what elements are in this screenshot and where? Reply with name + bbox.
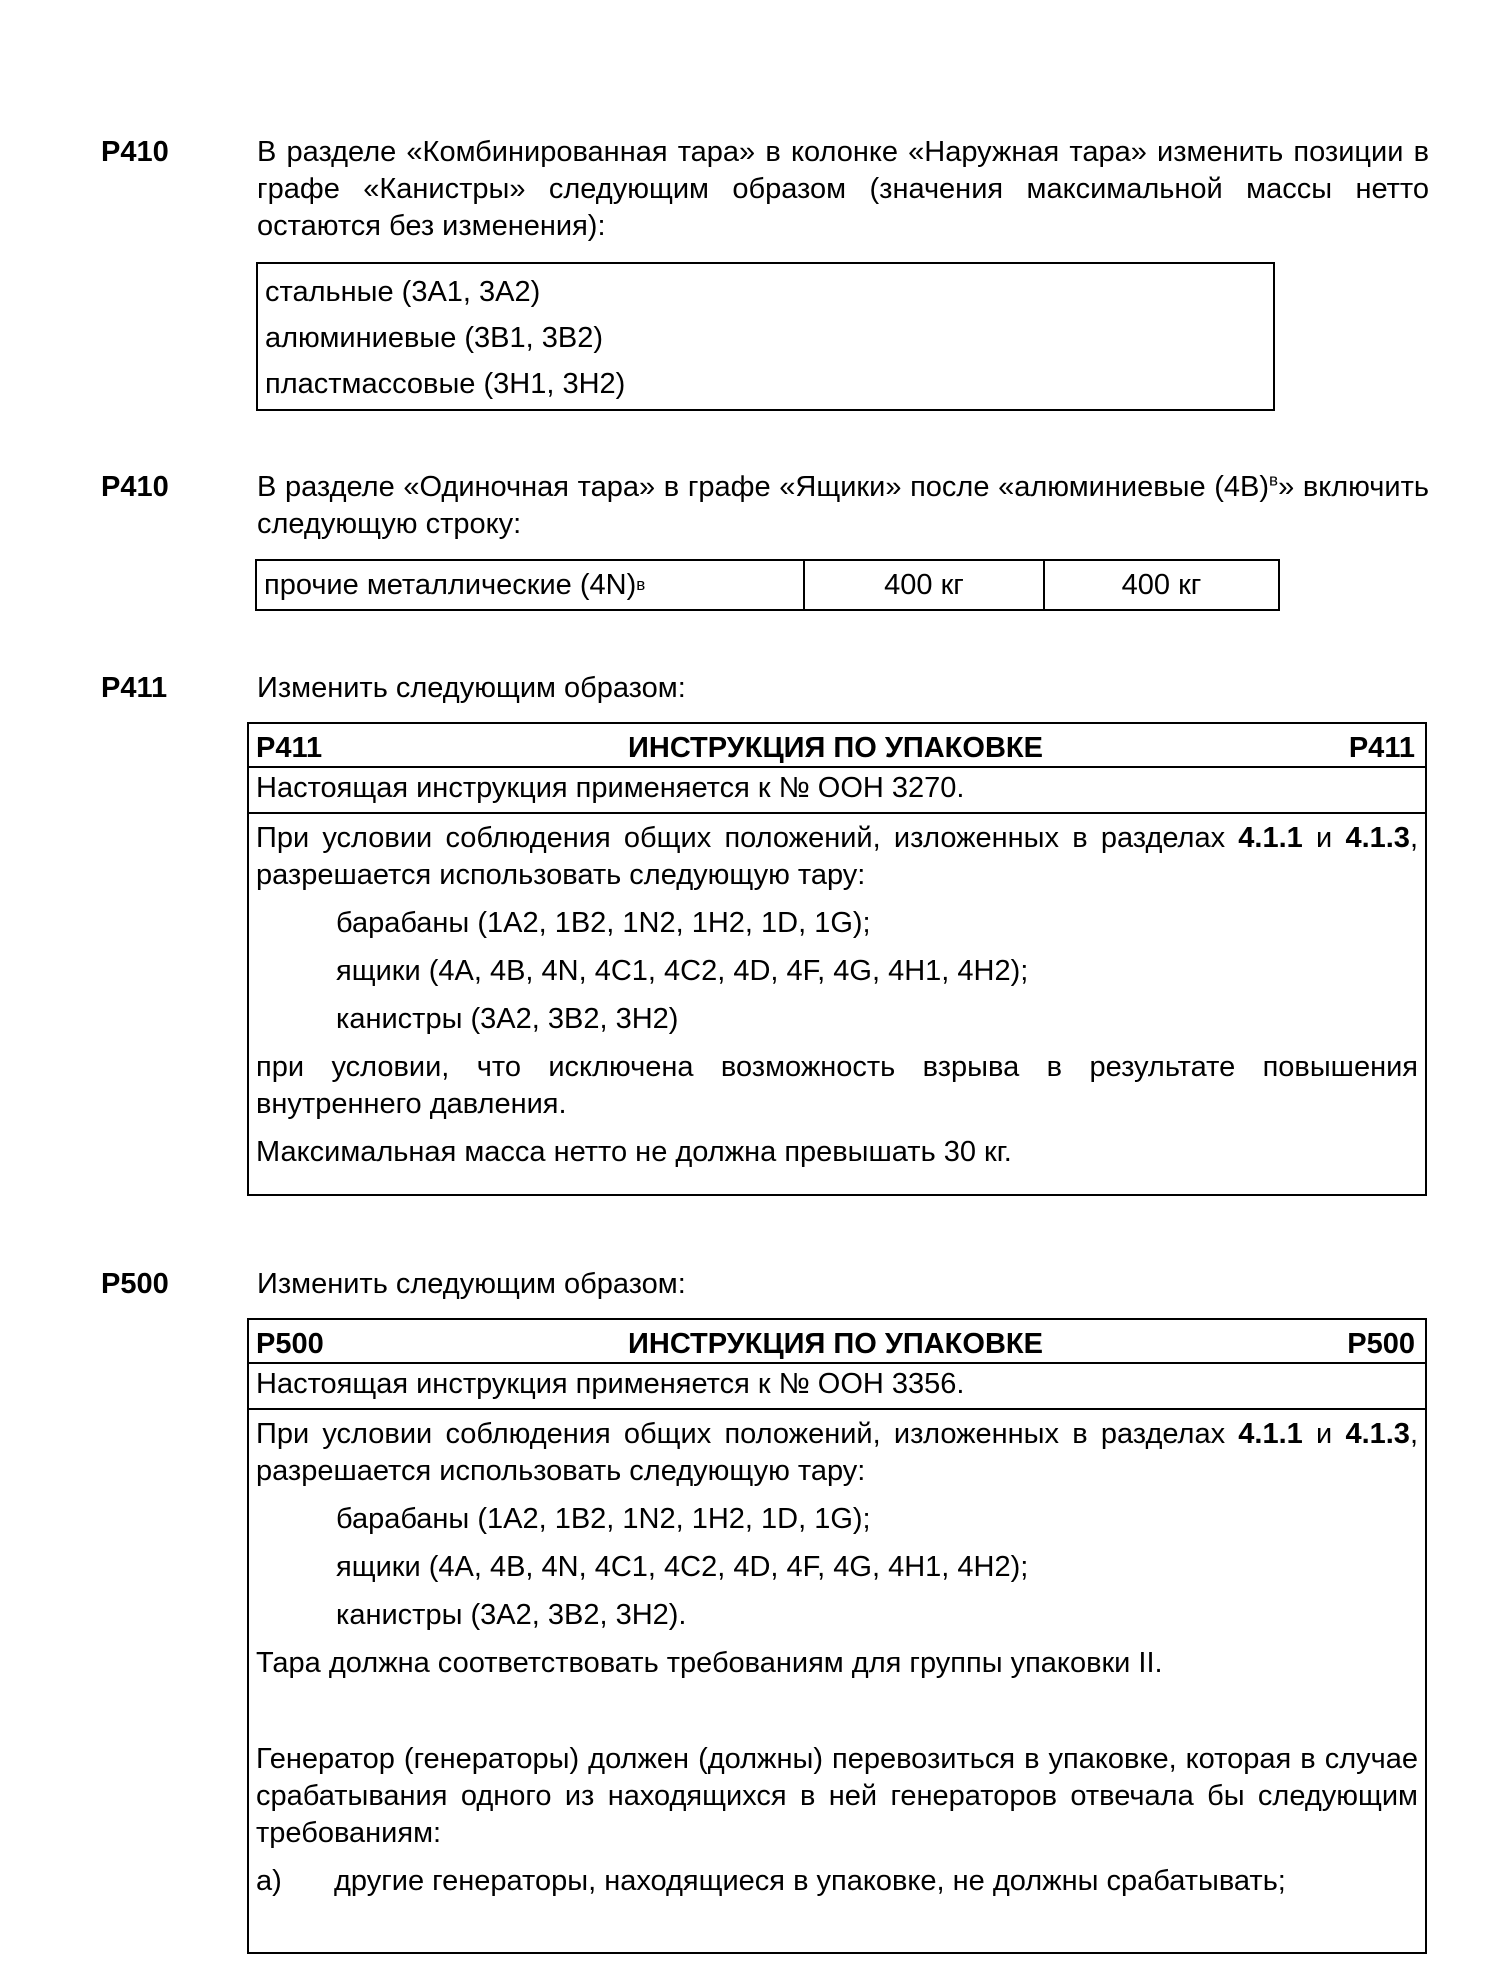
section-code-p500: P500 xyxy=(101,1268,169,1300)
blank-line xyxy=(256,1693,1418,1730)
max-mass-text: Максимальная масса нетто не должна превышать 30 кг. xyxy=(256,1136,1012,1168)
canisters-list-box xyxy=(256,262,1275,411)
requirement-item-a xyxy=(256,1863,1418,1900)
item-marker: a) xyxy=(256,1865,282,1897)
header-code-left: P411 xyxy=(256,732,323,764)
list-item: ящики (4A, 4B, 4N, 4C1, 4C2, 4D, 4F, 4G, 4H1, 4H2); xyxy=(336,955,1029,987)
instruction-header xyxy=(249,724,1425,768)
applies-row: Настоящая инструкция применяется к № ООН 3270. xyxy=(249,768,1425,814)
header-title: ИНСТРУКЦИЯ ПО УПАКОВКЕ xyxy=(628,1328,1043,1360)
header-title: ИНСТРУКЦИЯ ПО УПАКОВКЕ xyxy=(628,732,1043,764)
list-item: барабаны (1A2, 1B2, 1N2, 1H2, 1D, 1G); xyxy=(336,1503,871,1535)
applies-row: Настоящая инструкция применяется к № ООН 3356. xyxy=(249,1364,1425,1410)
row-name: прочие металлические (4N) в xyxy=(257,561,805,609)
generator-text: Генератор (генераторы) должен (должны) перевозиться в упаковке, которая в случае срабатывания одного из находящихся в ней генераторов отвечала бы следующим требованиям: xyxy=(256,1743,1418,1849)
instruction-header xyxy=(249,1320,1425,1364)
section-code-p410-2: P410 xyxy=(101,471,169,503)
list-item: алюминиевые (3B1, 3B2) xyxy=(265,322,604,354)
conditions-text: При условии соблюдения общих положений, изложенных в разделах 4.1.1 и 4.1.3, разрешается использовать следующую тару: xyxy=(256,1418,1418,1487)
section-text-p411: Изменить следующим образом: xyxy=(257,672,686,704)
list-item: стальные (3A1, 3A2) xyxy=(265,276,541,308)
row-value-1: 400 кг xyxy=(805,561,1045,609)
row-value-2: 400 кг xyxy=(1121,568,1202,601)
list-item: барабаны (1A2, 1B2, 1N2, 1H2, 1D, 1G); xyxy=(336,907,871,939)
conditions-block xyxy=(249,814,1425,1175)
section-text-p500: Изменить следующим образом: xyxy=(257,1268,686,1300)
section-text-p410-2: В разделе «Одиночная тара» в графе «Ящики» после «алюминиевые $(4B)^в$» включить следующую строку: xyxy=(257,470,1429,540)
header-code-left: P500 xyxy=(256,1328,324,1360)
section-text-p410-1: В разделе «Комбинированная тара» в колонке «Наружная тара» изменить позиции в графе «Канистры» следующим образом (значения максимальной массы нетто остаются без изменения): xyxy=(257,136,1429,242)
section-code-p411: P411 xyxy=(101,672,168,704)
list-item: канистры (3A2, 3B2, 3H2) xyxy=(336,1003,679,1035)
section-code-p410-1: P410 xyxy=(101,136,169,168)
list-item: пластмассовые (3H1, 3H2) xyxy=(265,368,626,400)
metal-boxes-row xyxy=(255,559,1280,611)
provided-text: при условии, что исключена возможность взрыва в результате повышения внутреннего давления. xyxy=(256,1051,1418,1120)
header-code-right: P500 xyxy=(1347,1328,1415,1360)
header-code-right: P411 xyxy=(1348,732,1415,764)
packing-instruction-p500 xyxy=(247,1318,1427,1954)
packing-group-text: Тара должна соответствовать требованиям для группы упаковки II. xyxy=(256,1647,1163,1679)
list-item: канистры (3A2, 3B2, 3H2). xyxy=(336,1599,687,1631)
conditions-text: При условии соблюдения общих положений, изложенных в разделах 4.1.1 и 4.1.3, разрешается использовать следующую тару: xyxy=(256,822,1418,891)
item-text: другие генераторы, находящиеся в упаковке, не должны срабатывать; xyxy=(334,1865,1286,1897)
conditions-block xyxy=(249,1410,1425,1904)
list-item: ящики (4A, 4B, 4N, 4C1, 4C2, 4D, 4F, 4G, 4H1, 4H2); xyxy=(336,1551,1029,1583)
packing-instruction-p411 xyxy=(247,722,1427,1196)
